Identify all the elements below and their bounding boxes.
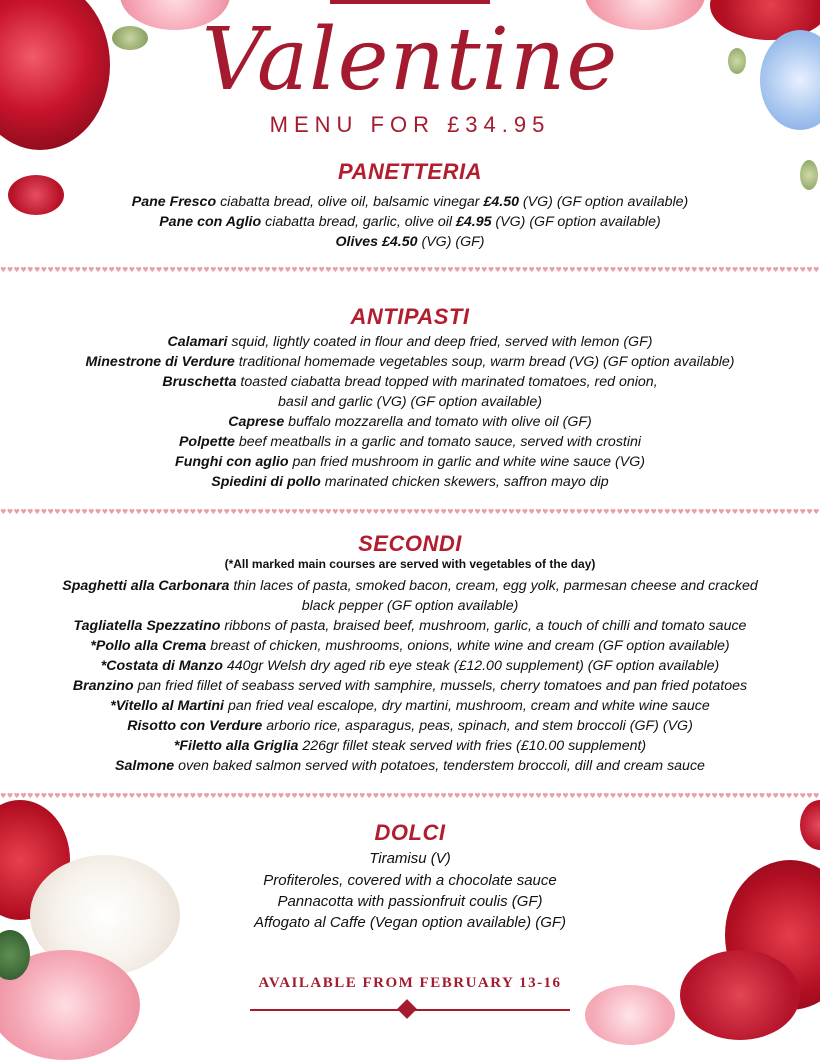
menu-item: [0, 636, 820, 656]
menu-item: [0, 352, 820, 372]
heart-divider: ♥♥♥♥♥♥♥♥♥♥♥♥♥♥♥♥♥♥♥♥♥♥♥♥♥♥♥♥♥♥♥♥♥♥♥♥♥♥♥♥♥♥♥♥♥♥♥♥♥♥♥♥♥♥♥♥♥♥♥♥♥♥♥♥♥♥♥♥♥♥♥♥♥♥♥♥♥♥♥♥♥♥♥♥♥♥♥♥♥♥♥♥♥♥♥♥♥♥♥♥♥♥♥♥♥♥♥♥♥♥♥♥♥♥♥♥♥♥♥♥♥: [0, 266, 820, 274]
item-desc: ciabatta bread, olive oil, balsamic vinegar: [216, 194, 484, 210]
menu-title: Valentine: [201, 10, 619, 110]
section-heading-antipasti: ANTIPASTI: [350, 304, 470, 329]
item-desc: marinated chicken skewers, saffron mayo dip: [320, 474, 609, 490]
item-desc: thin laces of pasta, smoked bacon, cream, egg yolk, parmesan cheese and cracked: [229, 578, 758, 594]
availability-footer: AVAILABLE FROM FEBRUARY 13-16: [258, 975, 562, 991]
item-tags: (VG) (GF option available): [491, 214, 661, 230]
item-desc: 440gr Welsh dry aged rib eye steak (£12.00 supplement) (GF option available): [222, 658, 720, 674]
dessert-item: Affogato al Caffe (Vegan option available) (GF): [253, 914, 567, 931]
menu-item: [0, 576, 820, 596]
menu-item: [0, 432, 820, 452]
item-name: Funghi con aglio: [175, 454, 289, 470]
item-desc: pan fried mushroom in garlic and white wine sauce (VG): [288, 454, 645, 470]
section-heading-dolci: DOLCI: [374, 820, 446, 845]
menu-item: [0, 756, 820, 776]
item-name: *Pollo alla Crema: [90, 638, 207, 654]
item-desc: ribbons of pasta, braised beef, mushroom, garlic, a touch of chilli and tomato sauce: [220, 618, 747, 634]
menu-item-continuation: black pepper (GF option available): [301, 598, 519, 614]
item-desc: squid, lightly coated in flour and deep fried, served with lemon (GF): [227, 334, 653, 350]
item-tags: (VG) (GF option available): [518, 194, 689, 210]
item-desc: breast of chicken, mushrooms, onions, white wine and cream (GF option available): [206, 638, 730, 654]
item-tags: (VG) (GF): [417, 234, 485, 250]
heart-divider: ♥♥♥♥♥♥♥♥♥♥♥♥♥♥♥♥♥♥♥♥♥♥♥♥♥♥♥♥♥♥♥♥♥♥♥♥♥♥♥♥♥♥♥♥♥♥♥♥♥♥♥♥♥♥♥♥♥♥♥♥♥♥♥♥♥♥♥♥♥♥♥♥♥♥♥♥♥♥♥♥♥♥♥♥♥♥♥♥♥♥♥♥♥♥♥♥♥♥♥♥♥♥♥♥♥♥♥♥♥♥♥♥♥♥♥♥♥♥♥♥♥: [0, 792, 820, 800]
item-desc: buffalo mozzarella and tomato with olive oil (GF): [284, 414, 592, 430]
item-name: Pane Fresco: [131, 194, 217, 210]
item-name: Polpette: [178, 434, 235, 450]
item-name: Spiedini di pollo: [211, 474, 321, 490]
menu-item-continuation: basil and garlic (VG) (GF option available): [278, 394, 542, 410]
item-desc: ciabatta bread, garlic, olive oil: [261, 214, 456, 230]
menu-item: [0, 412, 820, 432]
item-desc: toasted ciabatta bread topped with marinated tomatoes, red onion,: [236, 374, 658, 390]
menu-item: [0, 332, 820, 352]
rose-decoration-bottom-right-pink: [585, 985, 675, 1045]
top-ornament: [330, 0, 490, 4]
item-name: Caprese: [228, 414, 285, 430]
heart-divider: ♥♥♥♥♥♥♥♥♥♥♥♥♥♥♥♥♥♥♥♥♥♥♥♥♥♥♥♥♥♥♥♥♥♥♥♥♥♥♥♥♥♥♥♥♥♥♥♥♥♥♥♥♥♥♥♥♥♥♥♥♥♥♥♥♥♥♥♥♥♥♥♥♥♥♥♥♥♥♥♥♥♥♥♥♥♥♥♥♥♥♥♥♥♥♥♥♥♥♥♥♥♥♥♥♥♥♥♥♥♥♥♥♥♥♥♥♥♥♥♥♥: [0, 508, 820, 516]
item-name: Bruschetta: [162, 374, 237, 390]
section-heading-panetteria: PANETTERIA: [338, 159, 482, 184]
item-desc: beef meatballs in a garlic and tomato sauce, served with crostini: [234, 434, 642, 450]
item-desc: 226gr fillet steak served with fries (£10.00 supplement): [298, 738, 647, 754]
item-name: Minestrone di Verdure: [85, 354, 235, 370]
rose-decoration-bottom-right-red-2: [680, 950, 800, 1040]
item-name: *Costata di Manzo: [100, 658, 223, 674]
menu-item: [0, 616, 820, 636]
item-desc: pan fried veal escalope, dry martini, mushroom, cream and white wine sauce: [224, 698, 710, 714]
dessert-item: Profiteroles, covered with a chocolate sauce: [263, 872, 557, 889]
item-desc: oven baked salmon served with potatoes, tenderstem broccoli, dill and cream sauce: [174, 758, 705, 774]
item-price: £4.95: [455, 214, 492, 230]
menu-item: [0, 232, 820, 252]
section-note: (*All marked main courses are served with vegetables of the day): [224, 557, 596, 571]
menu-item: [0, 716, 820, 736]
item-name: Risotto con Verdure: [127, 718, 263, 734]
menu-item: [0, 656, 820, 676]
menu-item: [0, 212, 820, 232]
item-name: Branzino: [72, 678, 134, 694]
item-name: Pane con Aglio: [159, 214, 262, 230]
item-name: Olives: [335, 234, 379, 250]
item-name: Salmone: [115, 758, 175, 774]
item-price: £4.50: [483, 194, 519, 210]
menu-subtitle: MENU FOR £34.95: [269, 112, 551, 137]
item-name: *Vitello al Martini: [110, 698, 225, 714]
dessert-item: Pannacotta with passionfruit coulis (GF): [277, 893, 543, 910]
menu-item: [0, 452, 820, 472]
menu-item: [0, 676, 820, 696]
bottom-ornament-center: [397, 999, 417, 1019]
item-desc: traditional homemade vegetables soup, warm bread (VG) (GF option available): [234, 354, 735, 370]
item-desc: pan fried fillet of seabass served with samphire, mussels, cherry tomatoes and pan fried potatoes: [133, 678, 748, 694]
section-heading-secondi: SECONDI: [358, 531, 462, 556]
dessert-item: Tiramisu (V): [369, 850, 451, 867]
item-name: Spaghetti alla Carbonara: [62, 578, 230, 594]
menu-item: [0, 472, 820, 492]
menu-item: [0, 372, 820, 392]
menu-item: [0, 192, 820, 212]
item-name: *Filetto alla Griglia: [173, 738, 299, 754]
item-name: Tagliatella Spezzatino: [73, 618, 221, 634]
item-desc: arborio rice, asparagus, peas, spinach, and stem broccoli (GF) (VG): [262, 718, 693, 734]
menu-item: [0, 696, 820, 716]
item-price: £4.50: [382, 234, 418, 250]
menu-item: [0, 736, 820, 756]
item-name: Calamari: [167, 334, 228, 350]
